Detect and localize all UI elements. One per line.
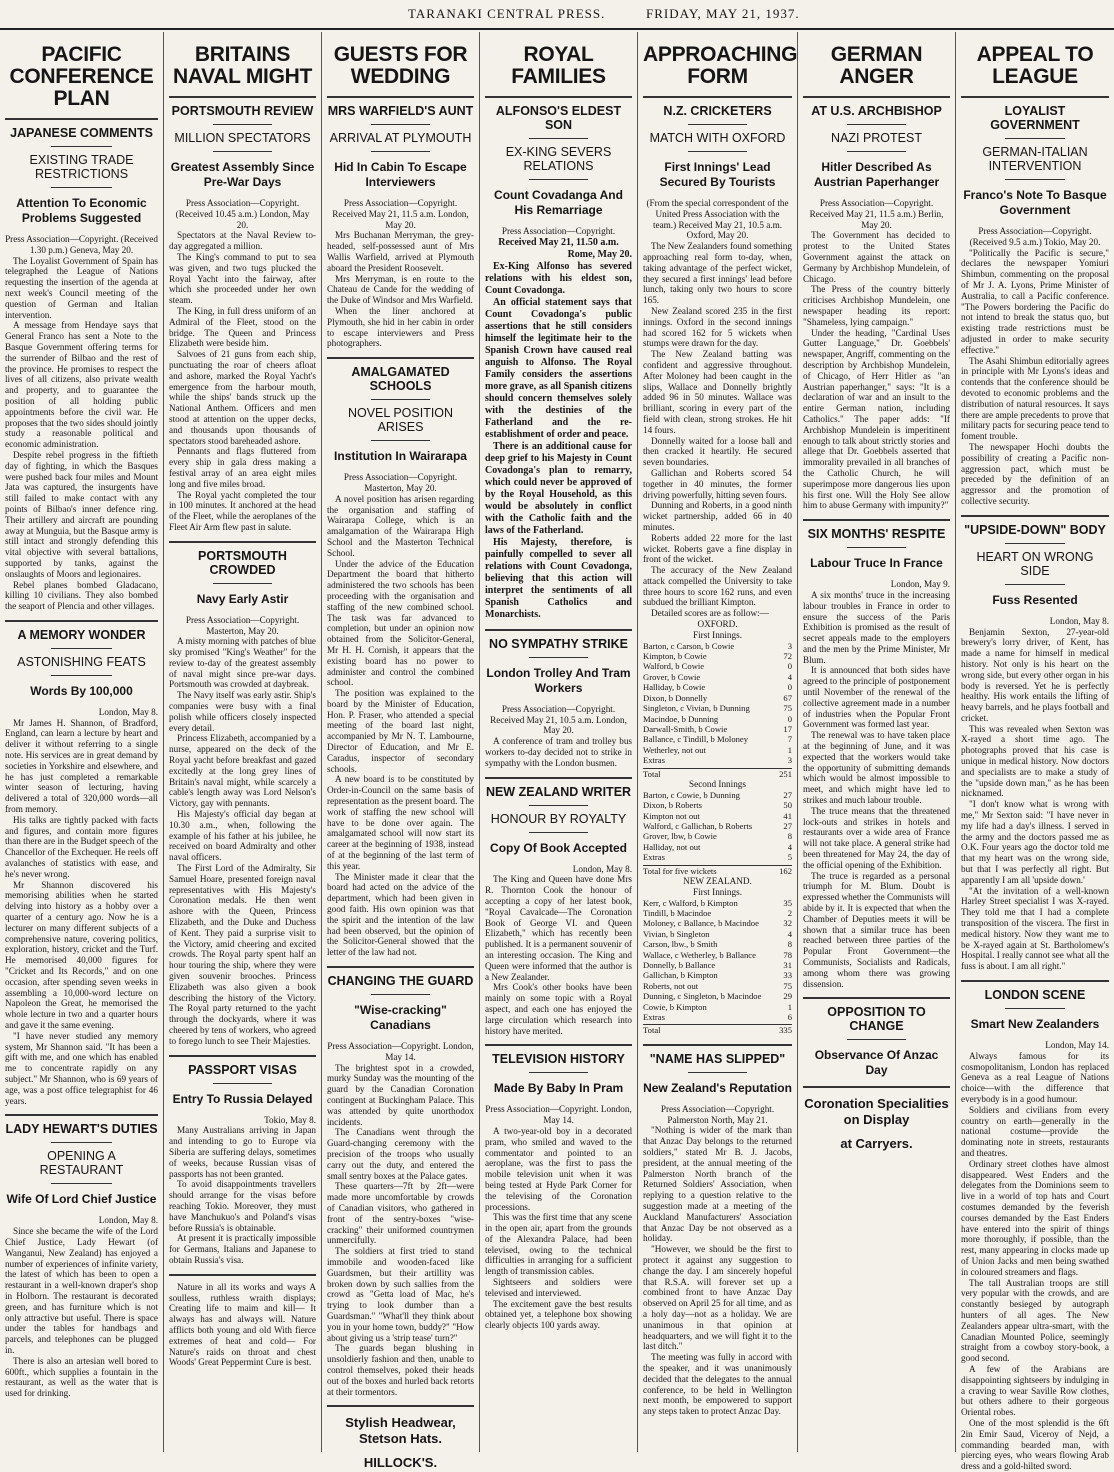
runs: 8	[787, 831, 792, 842]
score-row	[643, 641, 792, 651]
paragraph: "Politically the Pacific is secure," declares the newspaper Yomiuri Shimbun, commenting on the proposal of Mr J. A. Lyons, Prime Minister of Australia, to call a Pacific conference. "The Powers bordering the Pacific do not intend to break the status quo, but existing trade restrictions must be adjusted in order to make security effective."	[961, 247, 1109, 355]
paragraph: The accuracy of the New Zealand attack compelled the University to take three hours to score 162 runs, and even subdued the brilliant Kimpton.	[643, 565, 792, 608]
paragraph: The Navy itself was early astir. Ship's companies were busy with a final polish while officers closely inspected every detail.	[169, 690, 316, 733]
column-1	[0, 32, 163, 1452]
paragraph: Under the heading, "Cardinal Uses Gutter Language," Dr. Goebbels' newspaper, Angriff, commenting on the description by Archbishop Mundelein, of Chicago, of Herr Hitler as "an Austrian paperhanger," says: "It is a declaration of war and an insult to the entire German nation, including Catholics." The paper adds: "If Archbishop Mundelein is imperitinent enough to talk about strictly stories and allege that Dr. Goebbels asserted that immorality prevailed in all branches of the Catholic Church, he will superimpose more dangerous lies upon his first one. Will the Holy See allow him to abuse Germany with impunity?"	[803, 327, 950, 511]
paper-name: TARANAKI CENTRAL PRESS.	[408, 6, 606, 21]
headline: PACIFIC CONFERENCE PLAN	[9, 43, 154, 110]
paragraph: The brightest spot in a crowded, murky Sunday was the mounting of the guard by the Canadian Coronation contingent at Buckingham Palace. This was attended by quite unorthodox incidents.	[327, 1062, 474, 1127]
credit-line: Press Association—Copyright. London, May 14.	[327, 1041, 474, 1062]
runs: 7	[787, 734, 792, 745]
subhead: Entry To Russia Delayed	[172, 1091, 313, 1106]
paragraph: A conference of tram and trolley bus workers to-day decided not to strike in sympathy with the London busmen.	[485, 736, 632, 768]
paragraph: The truce is regarded as a personal triumph for M. Blum. Doubt is expressed whether the Communists will abide by it. It is expected that when the Chamber of Deputies meets it will be shown that a similar truce has been reached between three parties of the Popular Front Government—the Communists, Socialists and Radicals, among whom there was growing dissension.	[803, 870, 950, 989]
column-4	[479, 32, 637, 1452]
credit-line: Press Association—Copyright.	[501, 226, 616, 236]
credit-line: Press Association—Copyright. Masterton, May 20.	[343, 472, 458, 493]
paragraph: Sightseers and soldiers were televised and interviewed.	[485, 1277, 632, 1298]
paragraph: A new board is to be constituted by Order-in-Council on the same basis of representation as the present board. The work of staffing the new school will have to be done over again. The amalgamated school will now start its career at the beginning of 1938, instead of at the beginning of the last term of this year.	[327, 774, 474, 871]
batsman: Walford, b Cowie	[643, 661, 705, 672]
score-row	[643, 724, 792, 734]
runs: 41	[783, 810, 792, 821]
runs: 35	[783, 897, 792, 908]
scorecard-oxford-first	[643, 641, 792, 779]
batsman: Cowie, b Kimpton	[643, 1001, 707, 1012]
subhead: ASTONISHING FEATS	[17, 654, 146, 669]
paragraph: Pennants and flags fluttered from every ship in gala dress making a festival array of an area eight miles long and five miles broad.	[169, 446, 316, 489]
headline: APPEAL TO LEAGUE	[976, 43, 1094, 88]
subhead: London Trolley And Tram Workers	[486, 665, 631, 695]
paragraph: The New Zealand batting was confident and aggressive throughout. After Moloney had been caught in the slips, Wallace and Donnelly brightly added 96 in 50 minutes. Wallace was brilliant, scoring in every part of the field with clean, strong strokes. He hit 14 fours.	[643, 349, 792, 435]
paragraph: The Asahi Shimbun editorially agrees in principle with Mr Lyons's ideas and contends that the conference should be devoted to economic problems and the distribution of natural resources. It says there are ample precedents to prove that military pacts for securing peace tend to foment trouble.	[961, 355, 1109, 442]
subhead: Smart New Zealanders	[970, 1017, 1100, 1032]
paragraph: His Majesty's official day began at 10.30 a.m., when, following the example of his father at his jubilee, he received on board Admiralty and other naval officers.	[169, 809, 316, 863]
advert-headwear: Stylish Headwear, Stetson Hats.	[345, 1415, 456, 1447]
score-total	[643, 865, 792, 876]
total-runs: 162	[779, 865, 792, 876]
paragraph: Dunning and Roberts, in a good ninth wicket partnership, added 66 in 40 minutes.	[643, 500, 792, 532]
batsman: Kimpton not out	[643, 810, 700, 821]
innings-label: First Innings.	[692, 886, 742, 897]
subhead: Count Covadanga And His Remarriage	[494, 188, 623, 217]
credit-line: Press Association—Copyright. (Received 9.5 a.m.) Tokio, May 20.	[969, 226, 1101, 247]
runs: 2	[787, 908, 792, 918]
advert-poem: Nature in all its works and ways A soulless, ruthless wraith displays; Creating life to maim and kill— It always has and always will. Nature afflicts both young and old With fierce extremes of heat and cold— For Nature's raids on throat and chest Woods' Great Peppermint Cure is best.	[169, 1281, 316, 1368]
runs: 27	[783, 789, 792, 800]
runs: 4	[787, 928, 792, 939]
subhead: Labour Truce In France	[810, 556, 943, 571]
paragraph: The Royal yacht completed the tour in 100 minutes. It anchored at the head of the Fleet, while the aeroplanes of the Fleet Air Arm flew past in salute.	[169, 489, 316, 532]
paragraph: This was the first time that any scene in the open air, apart from the grounds of the Alexandra Palace, had been televised, owing to the technical difficulties in arranging for a sufficient length of transmission cables.	[485, 1212, 632, 1277]
subhead: Greatest Assembly Since Pre-War Days	[170, 160, 315, 189]
subhead: Made By Baby In Pram	[493, 1081, 624, 1096]
batsman: Extras	[643, 852, 665, 863]
batsman: Kimpton, b Cowie	[643, 651, 707, 662]
paragraph: The guards began blushing in unsoldierly fashion and then, unable to control themselves, poked their heads out of the boxes and hurled back retorts at their tormentors.	[327, 1343, 474, 1397]
credit-line: Press Association—Copyright. Received May 21, 11.5 a.m.) Berlin, May 20.	[809, 198, 944, 230]
subhead: ALFONSO'S ELDEST SON	[495, 104, 622, 132]
score-total	[643, 768, 792, 779]
paragraph: The Government has decided to protest to the United States Government against the attack on Germany by Archbishop Mundelein, of Chicago.	[803, 230, 950, 284]
subhead: N.Z. CRICKETERS	[663, 104, 772, 118]
credit-line: (From the special correspondent of the United Press Association with the team.) Received May 21, 10.5 a.m. Oxford, May 20.	[646, 198, 789, 241]
paragraph: The meeting was fully in accord with the speaker, and it was unanimously decided that the delegates to the annual conference, to be held in Wellington next month, be empowered to support any steps taken to protect Anzac Day.	[643, 1352, 792, 1417]
credit-line: Press Association—Copyright. Received May 21, 11.5 a.m. London, May 20.	[332, 198, 469, 230]
runs: 50	[783, 800, 792, 811]
subhead: MATCH WITH OXFORD	[649, 131, 786, 145]
batsman: Dixon, b Roberts	[643, 800, 702, 811]
subhead: LOYALIST GOVERNMENT	[990, 104, 1080, 132]
paragraph: The King, in full dress uniform of an Admiral of the Fleet, stood on the bridge. The Queen and Princess Elizabeth were beside him.	[169, 305, 316, 349]
paragraph: This was revealed when Sexton was X-rayed a short time ago. The photographs proved that his case is unique in medical history. Now doctors and specialists are to make a study of the "upside down man," as he has been nicknamed.	[961, 723, 1109, 799]
paragraph: To avoid disappointments travellers should arrange for the visas before reaching Tokio. Moreover, they must have Manchukuo's and Poland's visas before Russia's is obtainable.	[169, 1179, 316, 1233]
subhead: ARRIVAL AT PLYMOUTH	[329, 131, 472, 145]
score-row	[643, 693, 792, 703]
batsman: Donnelly, b Ballance	[643, 960, 716, 971]
batsman: Barton, c Carson, b Cowie	[643, 640, 735, 651]
score-row	[643, 1002, 792, 1012]
score-row	[643, 960, 792, 970]
subhead: Franco's Note To Basque Government	[963, 188, 1107, 217]
batsman: Moloney, c Ballance, b Macindoe	[643, 918, 759, 929]
masthead-rule	[0, 28, 1114, 30]
subhead: Observance Of Anzac Day	[814, 1048, 939, 1078]
score-row	[643, 991, 792, 1001]
batsman: Extras	[643, 1012, 665, 1023]
score-row	[643, 842, 792, 852]
paragraph: Gallichan and Roberts scored 54 together in 40 minutes, the former driving powerfully, hitting seven fours.	[643, 467, 792, 500]
credit-line: Press Association—Copyright. (Received 1.30 p.m.) Geneva, May 20.	[5, 234, 158, 255]
paragraph: Mr James H. Shannon, of Bradford, England, can learn a lecture by heart and deliver it without referring to a single note. His services are in great demand by societies in Yorkshire and elsewhere, and he has just completed a remarkable winter season of lecturing, having delivered a total of 320,000 words—all from memory.	[5, 717, 158, 815]
advert-coronation: Coronation Specialities on Display	[804, 1096, 949, 1128]
score-row	[643, 651, 792, 661]
masthead	[0, 6, 1114, 28]
subhead: PORTSMOUTH REVIEW	[171, 104, 314, 118]
team-name: OXFORD.	[697, 619, 738, 630]
issue-date: FRIDAY, MAY 21, 1937.	[646, 6, 800, 21]
paragraph: Roberts added 22 more for the last wicket. Roberts gave a fine display in front of the wicket.	[643, 532, 792, 565]
batsman: Tindill, b Macindoe	[643, 908, 712, 918]
paragraph: A six months' truce in the increasing labour troubles in France in order to ensure the success of the Paris Exhibition is promised as the result of secret appeals made to the employers and the men by the Prime Minister, Mr Blum.	[803, 589, 950, 665]
runs: 3	[787, 755, 792, 766]
subhead: HONOUR BY ROYALTY	[490, 811, 627, 826]
dateline: London, May 8.	[1049, 615, 1109, 626]
subhead: JAPANESE COMMENTS	[10, 126, 153, 140]
batsman: Grover, b Cowie	[643, 671, 701, 682]
total-label: Total	[643, 768, 661, 779]
headline: APPROACHING FORM	[643, 43, 798, 88]
paragraph: Mr Shannon discovered his memorising abilities when he started delving into history as a hobby over a quarter of a century ago. Now he is a lecturer on many different subjects of a comprehensive nature, covering politics, exploration, history, cricket and the Turf. He memorised 40,000 figures for "Cricket and Its Records," and on one occasion, after spending seven weeks in assembling a 10,000-word lecture on Napoleon the Great, he memorised the whole lecture in two and a quarter hours and gave it the same evening.	[5, 879, 158, 1030]
paragraph: Spectators at the Naval Review to-day aggregated a million.	[169, 230, 316, 252]
runs: 29	[783, 991, 792, 1002]
paragraph: The soldiers at first tried to stand immobile and wooden-faced like Guardsmen, but their artillity was broken down by such sallies from the crowd as "Getta load of Mac, he's trying to look dumber than a Guardsman." "What'll they think about you in your home town, buddy?" "How about giving us a 'strip tease' turn?"	[327, 1246, 474, 1343]
advert-carryers: at Carryers.	[840, 1136, 913, 1152]
score-row	[643, 950, 792, 960]
paragraph: One of the most splendid is the 6ft 2in Emir Saud, Viceroy of Nejd, a commanding bearded man, with piercing eyes, who wears flowing Arab dress and a gold-hilted sword.	[961, 1417, 1109, 1472]
runs: 0	[787, 661, 792, 672]
paragraph: A two-year-old boy in a decorated pram, who smiled and waved to the commentator and pointed to an aeroplane, was the first to pass the mobile television unit when it was being tested at Hyde Park Corner for the televising of the Coronation processions.	[485, 1125, 632, 1212]
headline: OPPOSITION TO CHANGE	[827, 1005, 926, 1034]
received-line: Received May 21, 11.50 a.m.	[498, 236, 619, 248]
batsman: Dixon, b Donnelly	[643, 692, 708, 703]
headline: GERMAN ANGER	[830, 43, 923, 88]
score-row	[643, 918, 792, 928]
subhead: NAZI PROTEST	[831, 131, 922, 145]
dateline: London, May 9.	[890, 579, 950, 590]
headline: BRITAINS NAVAL MIGHT	[172, 43, 313, 88]
paragraph: When the liner anchored at Plymouth, she hid in her cabin in order to escape interviewers and Press photographers.	[327, 305, 474, 349]
paragraph: At present it is practically impossible for Germans, Italians and Japanese to obtain Russia's visa.	[169, 1233, 316, 1265]
paragraph: His talks are tightly packed with facts and figures, and contain more figures than there are in the Budget speech of the Chancellor of the Exchequer. He reels off avalanches of statistics with ease, and he's never wrong.	[5, 814, 158, 879]
subhead: Hid In Cabin To Escape Interviewers	[334, 160, 467, 189]
runs: 27	[783, 820, 792, 831]
paragraph: The New Zealanders found something approaching real form to-day, when, taking advantage of the perfect wicket, they secured a first innings' lead before lunch, taking only two hours to score 165.	[643, 241, 792, 306]
paragraph: His Majesty, therefore, is painfully compelled to sever all relations with Count Covadonga, believing that this action will interpret the sentiments of all Spanish Catholics and Monarchists.	[485, 536, 632, 620]
score-row	[643, 811, 792, 821]
batsman: Singleton, c Vivian, b Dunning	[643, 703, 750, 714]
score-row	[643, 970, 792, 980]
paragraph: It is announced that both sides have agreed to the principle of postponement until November of the renewal of the collective agreement made in a number of industries when the Popular Front Government was formed last year.	[803, 665, 950, 730]
score-total	[643, 1024, 792, 1035]
paragraph: The Minister made it clear that the board had acted on the advice of the department, which had been given in good faith. His own opinion was that the spirit and the intention of the law had been observed, but the opinion of the Solicitor-General showed that the letter of the law had not.	[327, 871, 474, 958]
runs: 0	[787, 682, 792, 693]
subhead: MRS WARFIELD'S AUNT	[327, 104, 474, 118]
score-row	[643, 672, 792, 682]
paragraph: A few of the Arabians are disappointing sightseers by indulging in a craving to wear Saville Row clothes, but others adhere to their gorgeous Oriental robes.	[961, 1363, 1109, 1418]
credit-line: Press Association—Copyright. Received May 21, 10.5 a.m. London, May 20.	[490, 703, 627, 736]
dateline: Rome, May 20.	[567, 248, 632, 260]
score-row	[643, 929, 792, 939]
paragraph: These quarters—7ft by 2ft—were made more uncomfortable by crowds of Canadian visitors, who gathered in front of the sentry-boxes "wise-cracking" their uniformed countrymen unmercifully.	[327, 1181, 474, 1246]
paragraph: "I don't know what is wrong with me," Mr Sexton said: "I have never in my life had a day's illness. I served in the army and the doctors passed me as O.K. Four years ago the doctor told me that my heart was on the wrong side, but that I was perfectly all right. But apparently I am all 'upside down.'	[961, 799, 1109, 885]
paragraph: Salvoes of 21 guns from each ship, punctuating the roar of cheers afloat and ashore, marked the Royal Yacht's emergence from the harbour mouth, while the ships' bands struck up the National Anthem. Officers and men stood at attention on the upper decks, and thousands upon thousands of spectators stood bareheaded ashore.	[169, 349, 316, 446]
paragraph: Always famous for its cosmopolitanism, London has replaced Geneva as a real League of Nations choice—with the difference that everybody is in a good humour.	[961, 1050, 1109, 1104]
batsman: Halliday, b Cowie	[643, 682, 706, 693]
subhead: Institution In Wairarapa	[334, 449, 467, 464]
paragraph: Donnelly waited for a loose ball and then cracked it heartily. He secured seven boundaries.	[643, 435, 792, 468]
paragraph: Rebel planes bombed Gladacano, killing 10 civilians. They also bombed the seaport of Plencia and other villages.	[5, 579, 158, 612]
batsman: Gallichan, b Kimpton	[643, 970, 718, 981]
team-name: NEW ZEALAND.	[683, 876, 752, 886]
score-row	[643, 908, 792, 918]
batsman: Macindoe, b Dunning	[643, 713, 719, 724]
runs: 1	[787, 1001, 792, 1012]
batsman: Wallace, c Wetherley, b Ballance	[643, 949, 756, 960]
subhead: Fuss Resented	[992, 592, 1078, 607]
headline: CHANGING THE GUARD	[327, 974, 474, 989]
paragraph: Under the advice of the Education Department the board that hitherto administered the two schools has been proceeding with the organisation and staffing of the new combined school. The task was far advanced to completion, but under an opinion now obtained from the Solicitor-General, Mr H. H. Cornish, it appears that the existing board has no power to administer and control the combined school.	[327, 558, 474, 688]
dateline: London, May 8.	[572, 863, 632, 874]
paragraph: Soldiers and civilians from every country on earth—generally in the national costume—provide the dominating note in streets, restaurants and theatres.	[961, 1104, 1109, 1158]
paragraph: The King and Queen have done Mrs R. Thornton Cook the honour of accepting a copy of her latest book, "Royal Cavalcade—The Coronation Book of George VI. and Queen Elizabeth," which has recently been published. It is a permanent souvenir of an interesting occasion. The King and Queen were informed that the author is a New Zealander.	[485, 874, 632, 982]
subhead: Copy Of Book Accepted	[490, 840, 627, 855]
subhead: EX-KING SEVERS RELATIONS	[505, 145, 612, 173]
paragraph: Since she became the wife of the Lord Chief Justice, Lady Hewart (of Wanganui, New Zealand) has enjoyed a number of experiences of infinite variety, the latest of which has been to open a restaurant in a well-known draper's shop in Holborn. The restaurant is decorated green, and has furniture which is not only attractive but useful. There is space under the tables for handbags and parcels, and telephones can be plugged in.	[5, 1226, 158, 1355]
paragraph: A message from Hendaye says that General Franco has sent a Note to the Basque Government offering terms for the surrender of Bilbao and the rest of the province. He promises to respect the lives of all citizens, also private wealth and property, and to guarantee the position of all holding public appointments before the civil war. He proposes that the two sides should jointly study a reasonable political and economic administration.	[5, 320, 158, 450]
score-row	[643, 939, 792, 949]
headline: "UPSIDE-DOWN" BODY	[964, 522, 1106, 537]
score-row	[643, 898, 792, 908]
subhead: NOVEL POSITION ARISES	[347, 406, 454, 435]
subhead: EXISTING TRADE RESTRICTIONS	[29, 153, 134, 181]
runs: 4	[787, 841, 792, 852]
column-6	[797, 32, 955, 1452]
score-row	[643, 1012, 792, 1022]
score-row	[643, 852, 792, 862]
total-runs: 251	[779, 768, 792, 779]
subhead: Hitler Described As Austrian Paperhanger	[813, 160, 940, 189]
runs: 75	[783, 703, 792, 714]
subhead: Navy Early Astir	[196, 591, 289, 606]
paragraph: "Nothing is wider of the mark than that Anzac Day belongs to the returned soldiers," stated Mr B. J. Jacobs, president, at the annual meeting of the Palmerston North branch of the Returned Soldiers' Association, when replying to a question relative to the suggestion made at a meeting of the Auckland Manufacturers' Association that Anzac Day be not observed as a holiday.	[643, 1125, 792, 1244]
runs: 0	[787, 713, 792, 724]
runs: 1	[787, 744, 792, 755]
innings-label: Second Innings	[689, 778, 746, 789]
paragraph: The renewal was to have taken place at the beginning of June, and it was expected that the workers would take the opportunity of submitting demands which would be almost impossible to meet, and which might have led to strikes and much labour trouble.	[803, 730, 950, 806]
subhead: Words By 100,000	[30, 683, 133, 698]
headline: LONDON SCENE	[984, 988, 1086, 1003]
total-runs: 335	[779, 1025, 792, 1036]
paragraph: New Zealand scored 235 in the first innings. Oxford in the second innings had scored 162 for 5 wickets when stumps were drawn for the day.	[643, 305, 792, 349]
paragraph: The newspaper Hochi doubts the possibility of creating a Pacific non-aggression pact, which must be preceded by the definition of an aggressor and the promotion of collective security.	[961, 441, 1109, 506]
batsman: Ballance, c Tindill, b Moloney	[643, 734, 749, 745]
batsman: Halliday, not out	[643, 841, 701, 852]
score-row	[643, 703, 792, 713]
headline: TELEVISION HISTORY	[492, 1052, 625, 1067]
runs: 72	[783, 651, 792, 662]
subhead: MILLION SPECTATORS	[174, 131, 311, 145]
paragraph: Princess Elizabeth, accompanied by a nurse, appeared on the deck of the Royal yacht before breakfast and gazed excitedly at the long grey lines of Britain's naval might, while scarcely a cable's length away was Lord Nelson's Victory, gay with pennants.	[169, 733, 316, 809]
score-row	[643, 714, 792, 724]
headline: LADY HEWART'S DUTIES	[5, 1122, 158, 1137]
batsman: Roberts, not out	[643, 980, 699, 991]
total-label: Total	[643, 1025, 661, 1036]
batsman: Grover, lbw, b Cowie	[643, 831, 717, 842]
score-row	[643, 981, 792, 991]
score-row	[643, 790, 792, 800]
runs: 6	[787, 1012, 792, 1023]
batsman: Darwall-Smith, b Cowie	[643, 723, 728, 734]
paragraph: "However, we should be the first to protect it against any suggestion to change the day. I am sincerely hopeful that R.S.A. will forever set up a combined front to have Anzac Day observed on April 25 for all time, and as a holy day—not as a holiday. We are unanimous in that opinion at headquarters, and we will fight it to the last ditch."	[643, 1244, 792, 1352]
paragraph: "I have never studied any memory system, Mr Shannon said. "It has been a gift with me, and one which has enabled me to concentrate rapidly on any subject." Mr Shannon, who is 69 years of age, was a post office telegraphist for 46 years.	[5, 1030, 158, 1106]
subhead: "Wise-cracking" Canadians	[354, 1003, 447, 1033]
runs: 5	[787, 852, 792, 863]
column-7	[955, 32, 1114, 1472]
score-row	[643, 800, 792, 810]
score-row	[643, 755, 792, 765]
paragraph: The position was explained to the board by the Minister of Education, Hon. P. Fraser, who attended a special meeting of the board last night, accompanied by Mr N. T. Lambourne, Director of Education, and Mr E. Caradus, inspector of secondary schools.	[327, 688, 474, 774]
runs: 75	[783, 980, 792, 991]
paragraph: There is also an artesian well bored to 600ft., which supplies a fountain in the restaurant, as well as the water that is used for drinking.	[5, 1355, 158, 1399]
paragraph: Benjamin Sexton, 27-year-old brewery's lorry driver, of Kent, has made a name for himself in medical history. Not only is his heart on the wrong side, but every other organ in his body is reversed. Yet he is perfectly healthy. His work entails the lifting of heavy barrels, and he plays football and cricket.	[961, 626, 1109, 723]
score-row	[643, 734, 792, 744]
paragraph: The First Lord of the Admiralty, Sir Samuel Hoare, presented foreign naval representatives with His Majesty's Coronation medals. He then went ashore with the Queen, Princess Elizabeth, and the Duke and Duchess of Kent. They paid a surprise visit to the Victory, amid cheering and excited crowds. The Royal party spent half an hour touring the ship, where they were given souvenir brooches. Princess Elizabeth was also given a book describing the history of the Victory. The Royal party returned to the yacht through the dockyards, where it was cheered by tens of workers, who agreed to forego lunch to see Their Majesties.	[169, 863, 316, 1046]
batsman: Carson, lbw., b Smith	[643, 939, 718, 950]
paragraph: Mrs Buchanan Merryman, the grey-headed, self-possessed aunt of Mrs Wallis Warfield, arrived at Plymouth aboard the President Roosevelt.	[327, 230, 474, 273]
paragraph: Ordinary street clothes have almost disappeared. West Enders and the delegates from the Dominions seem to live in a world of top hats and Court costumes demanded by the feverish courses demanded by the East Enders have entered into the spirit of things more thoroughly, if possible, than the rest, many appearing in clocks made up of Union Jacks and men being swathed in coloured streamers and flags.	[961, 1158, 1109, 1277]
score-row	[643, 821, 792, 831]
runs: 33	[783, 970, 792, 981]
paragraph: "At the invitation of a well-known Harley Street specialist I was X-rayed. They told me that I had a complete transposition of the viscera. The first in medical history. Now they want me to be X-rayed again at St. Bartholomew's Hospital. I really cannot see what all the fuss is about. I am all right."	[961, 885, 1109, 972]
subhead: First Innings' Lead Secured By Tourists	[659, 160, 776, 189]
dateline: London, May 14.	[1045, 1040, 1109, 1051]
headline: PORTSMOUTH CROWDED	[198, 548, 287, 577]
subhead: Attention To Economic Problems Suggested	[16, 196, 147, 225]
headline: AMALGAMATED SCHOOLS	[351, 365, 450, 394]
credit-line: Press Association—Copyright. London, May 14.	[485, 1104, 632, 1126]
batsman: Extras	[643, 755, 665, 766]
paragraph: The excitement gave the best results obtained yet, a telephone box showing clearly objects 100 yards away.	[485, 1298, 632, 1331]
column-3	[321, 32, 479, 1471]
paragraph: The tall Australian troops are still very popular with the crowds, and are constantly besieged by autograph hunters of all ages. The New Zealanders appear ultra-smart, with the Canadian Mounted Police, seemingly straight from a cowboy story-book, a good second.	[961, 1277, 1109, 1364]
runs: 8	[787, 939, 792, 950]
batsman: Dunning, c Singleton, b Macindoe	[643, 991, 762, 1002]
batsman: Wetherley, not out	[643, 744, 706, 755]
scorecard-nz-first	[643, 898, 792, 1036]
headline: PASSPORT VISAS	[188, 1062, 297, 1077]
paragraph: The truce means that the threatened lock-outs and strikes in hotels and restaurants over a wide area of France will not take place. A general strike had been threatened for May 24, the day of the official opening of the Exhibition.	[803, 805, 950, 870]
subhead: Wife Of Lord Chief Justice	[6, 1192, 157, 1207]
total-label: Total for five wickets	[643, 865, 717, 876]
subhead: HEART ON WRONG SIDE	[976, 549, 1094, 578]
batsman: Barton, c Cowie, b Dunning	[643, 789, 740, 800]
paragraph: Detailed scores are as follow:—	[651, 608, 769, 619]
headline: "NAME HAS SLIPPED"	[649, 1051, 786, 1066]
paragraph: Despite rebel progress in the fiftieth day of fighting, in which the Basques were pushed back four miles and Mount Jata was captured, the insurgents have still failed to make contact with any points of Bilbao's inner defence ring. Their artillery and aircraft are pounding away at Munguia, but the Basque army is still intact and strongly defending this vital objective with several battalions, supported by tanks, against the onslaughts of Moors and legionaires.	[5, 449, 158, 579]
credit-line: Press Association—Copyright. Masterton, May 20.	[185, 614, 300, 636]
dateline: London, May 8.	[98, 706, 158, 717]
runs: 3	[787, 640, 792, 651]
advert-hillocks: HILLOCK'S.	[363, 1455, 438, 1471]
paragraph: A misty morning with patches of blue sky promised "King's Weather" for the review to-day of the greatest assembly of naval might since pre-war days. Portsmouth was crowded at daybreak.	[169, 636, 316, 690]
headline: NO SYMPATHY STRIKE	[489, 636, 628, 651]
paragraph: The Press of the country bitterly criticises Archbishop Mundelein, one newspaper heading its report: "Shameless, lying campaign."	[803, 284, 950, 327]
score-row	[643, 682, 792, 692]
runs: 32	[783, 918, 792, 929]
paragraph: A novel position has arisen regarding the organisation and staffing of Wairarapa College, which is an amalgamation of the Wairarapa High School and the Masterton Technical School.	[327, 493, 474, 558]
runs: 17	[783, 723, 792, 734]
paragraph: Ex-King Alfonso has severed relations with his eldest son, Count Covadonga.	[485, 260, 632, 296]
columns	[0, 32, 1114, 1472]
batsman: Kerr, c Walford, b Kimpton	[643, 897, 738, 908]
batsman: Walford, c Gallichan, b Roberts	[643, 820, 753, 831]
paragraph: There is an additional cause for deep grief to his Majesty in Count Covadonga's plan to remarry, which could never be approved of by the Royal Household, as this would be absolutely in conflict with the Catholic faith and the laws of the Fatherland.	[485, 440, 632, 536]
column-5	[637, 32, 797, 1452]
paragraph: Mrs Merryman, is en route to the Chateau de Cande for the wedding of the Duke of Windsor and Mrs Warfield.	[327, 273, 474, 306]
headline: ROYAL FAMILIES	[511, 43, 606, 88]
subhead: New Zealand's Reputation	[643, 1080, 792, 1095]
runs: 67	[783, 692, 792, 703]
headline: SIX MONTHS' RESPITE	[807, 527, 946, 542]
subhead: AT U.S. ARCHBISHOP	[811, 104, 942, 118]
paragraph: The King's command to put to sea was given, and two tugs plucked the Royal Yacht into the fairway, after which she proceeded under her own steam.	[169, 251, 316, 306]
score-row	[643, 745, 792, 755]
batsman: Vivian, b Singleton	[643, 928, 710, 939]
scorecard-oxford-second	[643, 790, 792, 876]
credit-line: Press Association—Copyright. Palmerston North, May 21.	[660, 1103, 775, 1125]
subhead: OPENING A RESTAURANT	[39, 1149, 124, 1178]
score-row	[643, 661, 792, 671]
paragraph: The Canadians went through the Guard-changing ceremony with the precision of the troops who usually carry out the duty, and entered the small sentry boxes at the Palace gates.	[327, 1127, 474, 1181]
headline: A MEMORY WONDER	[17, 627, 146, 642]
headline: NEW ZEALAND WRITER	[485, 784, 632, 799]
column-2	[163, 32, 321, 1452]
dateline: London, May 8.	[98, 1215, 158, 1226]
dateline: Tokio, May 8.	[264, 1114, 316, 1125]
innings-label: First Innings.	[692, 629, 742, 640]
runs: 4	[787, 671, 792, 682]
headline: GUESTS FOR WEDDING	[333, 43, 468, 88]
subhead: GERMAN-ITALIAN INTERVENTION	[982, 145, 1088, 173]
paragraph: An official statement says that Count Covadonga's public assertions that he still considers himself the legitimate heir to the Spanish Crown have caused real anguish to Alfonso. The Royal Family considers the assertions more grave, as all Spanish citizens should concern themselves solely with the destinies of the Fatherland and the re-establishment of order and peace.	[485, 296, 632, 440]
runs: 31	[783, 960, 792, 971]
paragraph: The Loyalist Government of Spain has telegraphed the League of Nations requesting the insertion of the agenda at next week's Council meeting of the question of German and Italian intervention.	[5, 255, 158, 320]
runs: 78	[783, 949, 792, 960]
credit-line: Press Association—Copyright. (Received 10.45 a.m.) London, May 20.	[175, 198, 310, 230]
paragraph: Many Australians arriving in Japan and intending to go to Europe via Siberia are suffering delays, sometimes of weeks, because Russian visas of passports has not been granted.	[169, 1125, 316, 1179]
score-row	[643, 831, 792, 841]
paragraph: Mrs Cook's other books have been mainly on some topic with a Royal aspect, and each one has enjoyed the large circulation which research into history have merited.	[485, 982, 632, 1036]
